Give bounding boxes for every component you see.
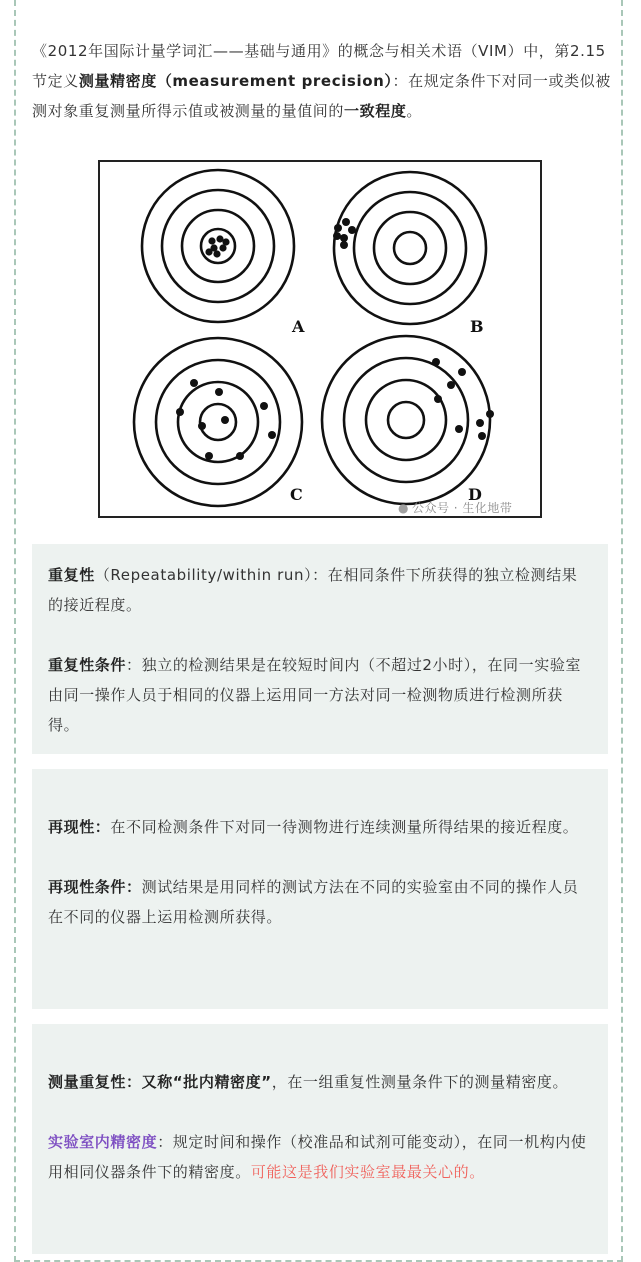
shot-point xyxy=(447,381,455,389)
intro-emphasis: 一致程度 xyxy=(344,102,407,120)
shot-point xyxy=(348,226,356,234)
shot-point xyxy=(478,432,486,440)
precision-target-figure xyxy=(96,158,544,520)
shot-point xyxy=(268,431,276,439)
shot-point xyxy=(208,237,215,244)
reproducibility-conditions-text: 测试结果是用同样的测试方法在不同的实验室由不同的操作人员在不同的仪器上运用检测所获得。 xyxy=(48,878,579,926)
intermediate-precision-text: ：规定时间和操作（校准品和试剂可能变动），在同一机构内使用相同仪器条件下的精密度。 xyxy=(48,1133,587,1181)
shot-point xyxy=(213,250,220,257)
repeatability-definition xyxy=(48,560,592,620)
intro-term: 测量精密度（measurement precision） xyxy=(78,72,393,90)
measurement-repeatability-term: 测量重复性：又称“批内精密度” xyxy=(48,1073,272,1091)
intermediate-precision xyxy=(48,1127,592,1187)
shot-point xyxy=(432,358,440,366)
shot-point xyxy=(215,388,223,396)
repeatability-conditions-text: ：独立的检测结果是在较短时间内（不超过2小时），在同一实验室由同一操作人员于相同的仪器上运用同一方法对同一检测物质进行检测所获得。 xyxy=(48,656,582,734)
repeatability-conditions-term: 重复性条件 xyxy=(48,656,127,674)
target-label-b: B xyxy=(470,317,484,336)
repeatability-term: 重复性 xyxy=(48,566,95,584)
shot-point xyxy=(342,218,350,226)
shot-point xyxy=(176,408,184,416)
repeatability-box xyxy=(32,544,608,754)
shot-point xyxy=(190,379,198,387)
intro-paragraph xyxy=(32,36,612,126)
repeatability-conditions xyxy=(48,650,592,740)
reproducibility-definition xyxy=(48,812,592,842)
measurement-repeatability xyxy=(48,1067,592,1097)
intermediate-precision-note: 可能这是我们实验室最最关心的。 xyxy=(250,1163,485,1181)
target-label-d: D xyxy=(468,485,482,504)
shot-point xyxy=(205,248,212,255)
measurement-repeatability-text: ，在一组重复性测量条件下的测量精密度。 xyxy=(271,1073,569,1091)
watermark-text: 公众号 · 生化地带 xyxy=(411,501,513,515)
figure-watermark xyxy=(398,499,512,516)
shot-point xyxy=(236,452,244,460)
shot-point xyxy=(458,368,466,376)
repeatability-text: （Repeatability/within run）：在相同条件下所获得的独立检测结果的接近程度。 xyxy=(48,566,578,614)
reproducibility-box xyxy=(32,769,608,1009)
shot-point xyxy=(455,425,463,433)
intro-mid: ：在规定条件下对同一或类似被测对象重复测量所得示值或被测量的量值间的 xyxy=(32,72,611,120)
intro-end: 。 xyxy=(406,102,423,120)
shot-point xyxy=(222,238,229,245)
intermediate-precision-term: 实验室内精密度 xyxy=(48,1133,158,1151)
shot-point xyxy=(334,224,342,232)
reproducibility-conditions-term: 再现性条件： xyxy=(48,878,142,896)
measurement-precision-box xyxy=(32,1024,608,1254)
figure-frame xyxy=(99,161,541,517)
reproducibility-text: 在不同检测条件下对同一待测物进行连续测量所得结果的接近程度。 xyxy=(110,818,579,836)
wechat-icon: ● xyxy=(398,501,409,515)
intro-pre: 《2012年国际计量学词汇——基础与通用》的概念与相关术语（VIM）中，第2.15节定义 xyxy=(32,42,606,90)
shot-point xyxy=(260,402,268,410)
target-label-c: C xyxy=(290,485,303,504)
shot-point xyxy=(476,419,484,427)
shot-point xyxy=(198,422,206,430)
shot-point xyxy=(434,395,442,403)
reproducibility-conditions xyxy=(48,872,592,932)
shot-point xyxy=(221,416,229,424)
shot-point xyxy=(333,232,341,240)
target-label-a: A xyxy=(292,317,305,336)
shot-point xyxy=(340,234,348,242)
reproducibility-term: 再现性： xyxy=(48,818,111,836)
shot-point xyxy=(205,452,213,460)
shot-point xyxy=(340,241,348,249)
shot-point xyxy=(486,410,494,418)
